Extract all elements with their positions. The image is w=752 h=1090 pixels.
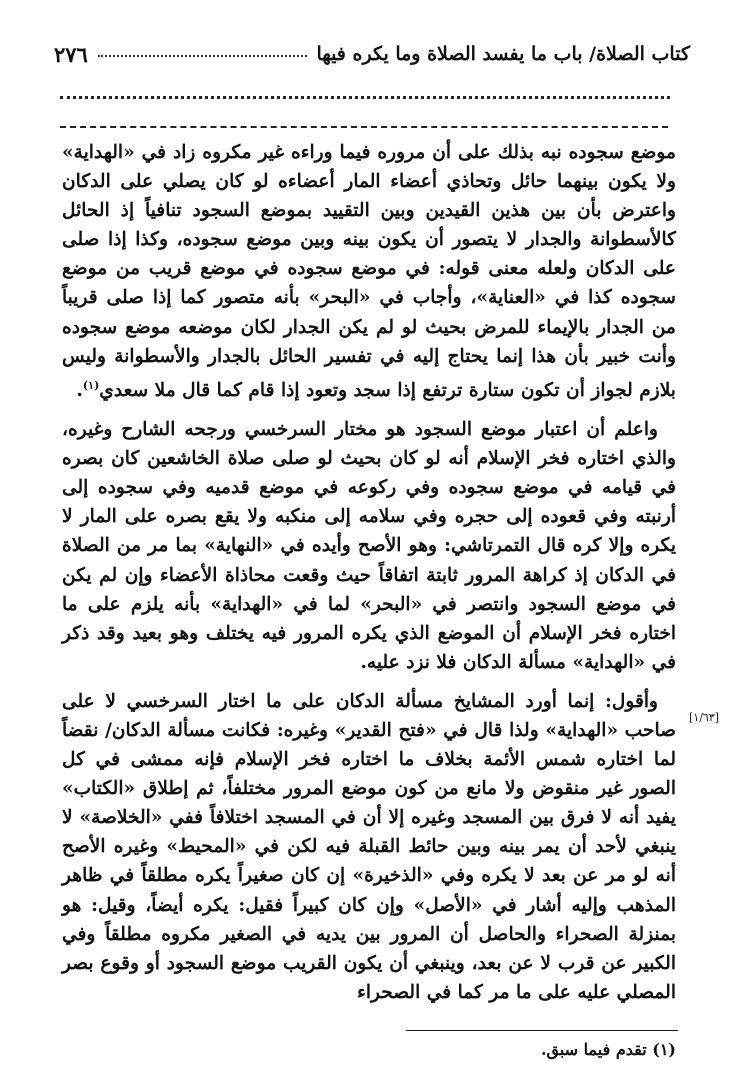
footnote-reference: (١) <box>82 378 100 392</box>
paragraph-1: موضع سجوده نبه بذلك على أن مروره فيما وراءه غير مكروه زاد في «الهداية» ولا يكون بينهما حائل وتحاذي أعضاء المار أعضاءه لو كان يصلي على الدكان واعترض بأن بين هذين القيدين وبين التقييد بموضع السجود تنافياً إذ الحائل كالأسطوانة والجدار لا يتصور أن يكون بينه وبين موضع سجوده، وكذا إذا صلى على الدكان ولعله معنى قوله: في موضع سجوده في موضع قريب من موضع سجوده كذا في «العناية»، وأجاب في «البحر» بأنه متصور كما إذا صلى قريباً من الجدار بالإيماء للمرض بحيث لو لم يكن الجدار لكان موضعه موضع سجوده وأنت خبير بأن هذا إنما يحتاج إليه في تفسير الحائل بالجدار والأسطوانة وليس بلازم لجواز أن تكون ستارة ترتفع إذا سجد وتعود إذا قام كما قال ملا سعدي$^{(١)}$. <box>62 142 676 401</box>
footnote-rule <box>406 1030 678 1031</box>
paragraph-3-text: وأقول: إنما أورد المشايخ مسألة الدكان على ما اختار السرخسي لا على صاحب «الهداية» ولذا قال في «فتح القدير» وغيره: فكانت مسألة الدكان/ نقضاً لما اختاره شمس الأئمة بخلاف ما اختاره فخر الإسلام فإنه ممشى في كل الصور غير منقوض ولا مانع من كون موضع المرور مختلفاً، ثم إطلاق «الكتاب» يفيد أنه لا فرق بين المسجد وغيره إلا أن في المسجد اختلافاً ففي «الخلاصة» لا ينبغي لأحد أن يمر بينه وبين حائط القبلة فيه لكن في «المحيط» وغيره الأصح أنه لو مر عن بعد لا يكره وفي «الذخيرة» إن كان صغيراً يكره مطلقاً في ظاهر المذهب وإليه أشار في «الأصل» وإن كان كبيراً فقيل: يكره أيضاً، وقيل: هو بمنزلة الصحراء والحاصل أن المرور بين يديه في الصغير مكروه مطلقاً وفي الكبير عن قرب لا عن بعد، وينبغي أن يكون القريب موضع السجود أو وقوع بصر المصلي عليه على ما مر كما في الصحراء <box>62 690 676 1003</box>
main-text <box>62 138 676 1007</box>
paragraph-2 <box>62 415 676 677</box>
page-header <box>40 38 690 70</box>
header-leader-dots <box>98 55 307 57</box>
margin-page-reference: [١/٦٣] <box>689 711 720 724</box>
paragraph-2-text: واعلم أن اعتبار موضع السجود هو مختار السرخسي ورجحه الشارح وغيره، والذي اختاره فخر الإسلام أنه لو كان بحيث لو صلى صلاة الخاشعين كان بصره في قيامه في موضع سجوده وفي ركوعه في موضع قدميه وفي سجوده إلى أرنبته وفي قعوده إلى حجره وفي سلامه إلى منكبه ولا يقع بصره على المار لا يكره وإلا كره قال التمرتاشي: وهو الأصح وأيده في «النهاية» بما مر من الصلاة في الدكان إذ كراهة المرور ثابتة اتفاقاً حيث وقعت محاذاة الأعضاء وإن لم يكن في موضع السجود وانتصر في «البحر» لما في «الهداية» بأنه يلزم على ما اختاره فخر الإسلام أن الموضع الذي يكره المرور فيه يختلف وهو بعيد وقد ذكر في «الهداية» مسألة الدكان فلا نزد عليه. <box>62 419 676 673</box>
running-title: كتاب الصلاة/ باب ما يفسد الصلاة وما يكره فيها <box>316 43 690 65</box>
dashed-separator <box>60 126 668 128</box>
dotted-separator <box>60 96 670 99</box>
page-number: ٢٧٦ <box>54 41 88 67</box>
footnote-text: (١) تقدم فيما سبق. <box>540 1040 676 1059</box>
paragraph-1-text: موضع سجوده نبه بذلك على أن مروره فيما وراءه غير مكروه زاد في «الهداية» ولا يكون بينهما حائل وتحاذي أعضاء المار أعضاءه لو كان يصلي على الدكان واعترض بأن بين هذين القيدين وبين التقييد بموضع السجود تنافياً إذ الحائل كالأسطوانة والجدار لا يتصور أن يكون بينه وبين موضع سجوده، وكذا إذا صلى على الدكان ولعله معنى قوله: في موضع سجوده في موضع قريب من موضع سجوده كذا في «العناية»، وأجاب في «البحر» بأنه متصور كما إذا صلى قريباً من الجدار بالإيماء للمرض بحيث لو لم يكن الجدار لكان موضعه موضع سجوده وأنت خبير بأن هذا إنما يحتاج إليه في تفسير الحائل بالجدار والأسطوانة وليس بلازم لجواز أن تكون ستارة ترتفع إذا سجد وتعود إذا قام كما قال ملا سعدي <box>62 142 676 401</box>
paragraph-3 <box>62 687 676 1007</box>
